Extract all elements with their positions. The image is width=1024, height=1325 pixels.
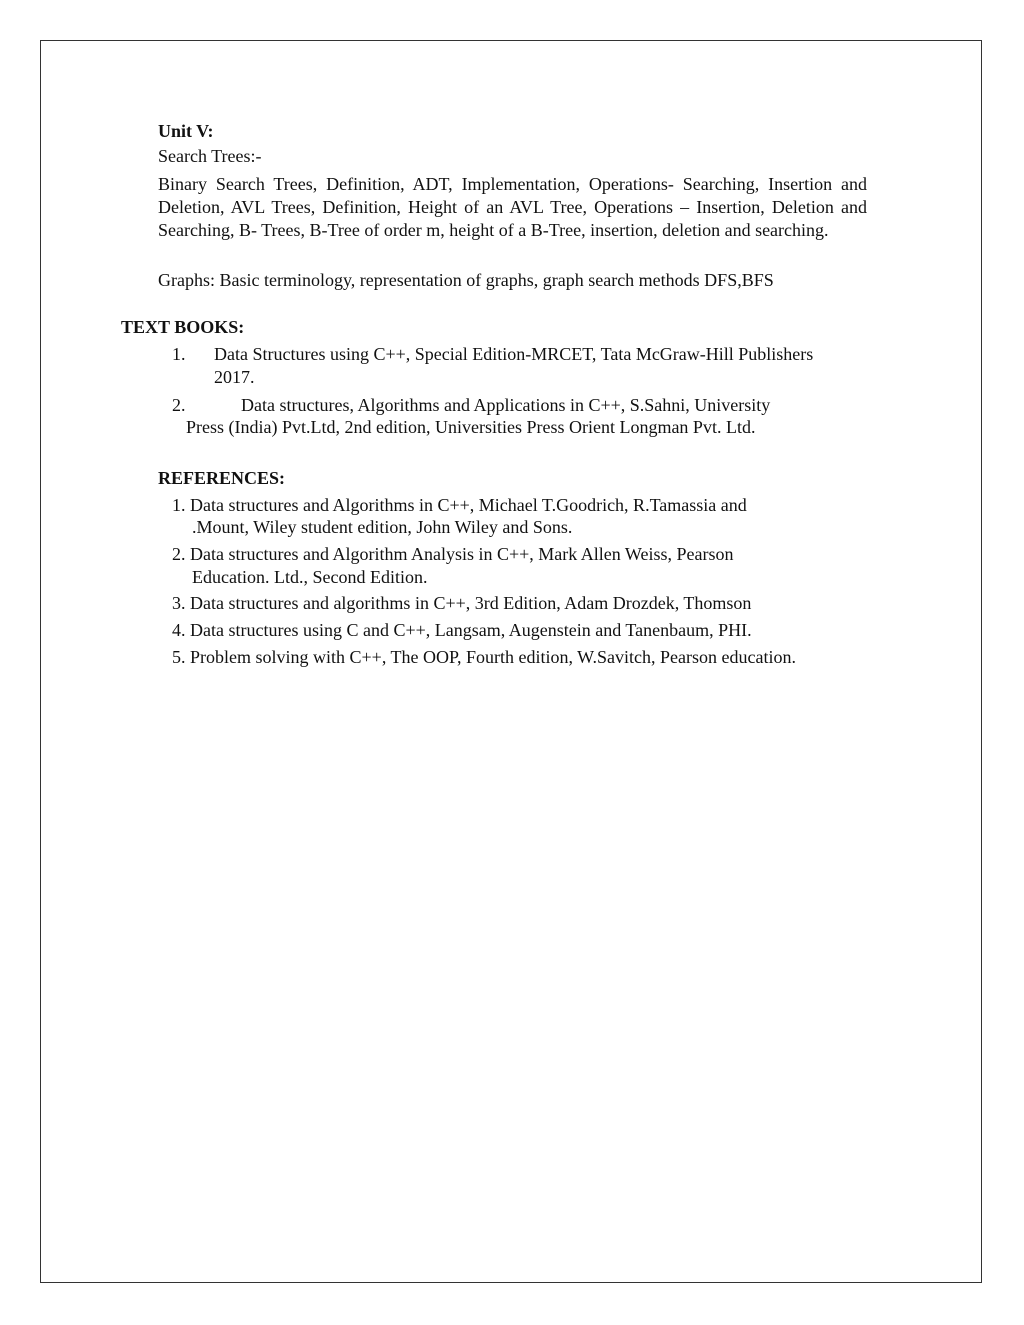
textbook-1-number: 1. bbox=[172, 344, 186, 364]
textbook-2-line2: Press (India) Pvt.Ltd, 2nd edition, Universities Press Orient Longman Pvt. Ltd. bbox=[186, 417, 756, 437]
unit-subheading: Search Trees:- bbox=[158, 146, 262, 166]
reference-2-line1: 2. Data structures and Algorithm Analysis in C++, Mark Allen Weiss, Pearson bbox=[172, 544, 734, 564]
textbook-2-number: 2. bbox=[172, 395, 186, 415]
reference-1-line2: .Mount, Wiley student edition, John Wiley and Sons. bbox=[192, 517, 573, 537]
reference-1-line1: 1. Data structures and Algorithms in C++, Michael T.Goodrich, R.Tamassia and bbox=[172, 495, 747, 515]
textbook-1-line2: 2017. bbox=[214, 367, 255, 387]
reference-3: 3. Data structures and algorithms in C++, 3rd Edition, Adam Drozdek, Thomson bbox=[172, 593, 752, 613]
textbook-2-line1: Data structures, Algorithms and Applications in C++, S.Sahni, University bbox=[241, 395, 771, 415]
reference-2-line2: Education. Ltd., Second Edition. bbox=[192, 567, 428, 587]
textbook-1-line1: Data Structures using C++, Special Edition-MRCET, Tata McGraw-Hill Publishers bbox=[214, 344, 814, 364]
unit-heading: Unit V: bbox=[158, 121, 214, 141]
textbooks-heading: TEXT BOOKS: bbox=[121, 317, 245, 337]
unit-paragraph: Binary Search Trees, Definition, ADT, Implementation, Operations- Searching, Insertion and Deletion, AVL Trees, Definition, Height of an AVL Tree, Operations – Insertion, Deletion and Searching, B- Trees, B-Tree of order m, height of a B-Tree, insertion, deletion and searching. bbox=[158, 174, 867, 240]
unit-graphs: Graphs: Basic terminology, representation of graphs, graph search methods DFS,BFS bbox=[158, 270, 774, 290]
references-heading: REFERENCES: bbox=[158, 468, 286, 488]
reference-5: 5. Problem solving with C++, The OOP, Fourth edition, W.Savitch, Pearson education. bbox=[172, 647, 796, 667]
reference-4: 4. Data structures using C and C++, Langsam, Augenstein and Tanenbaum, PHI. bbox=[172, 620, 752, 640]
